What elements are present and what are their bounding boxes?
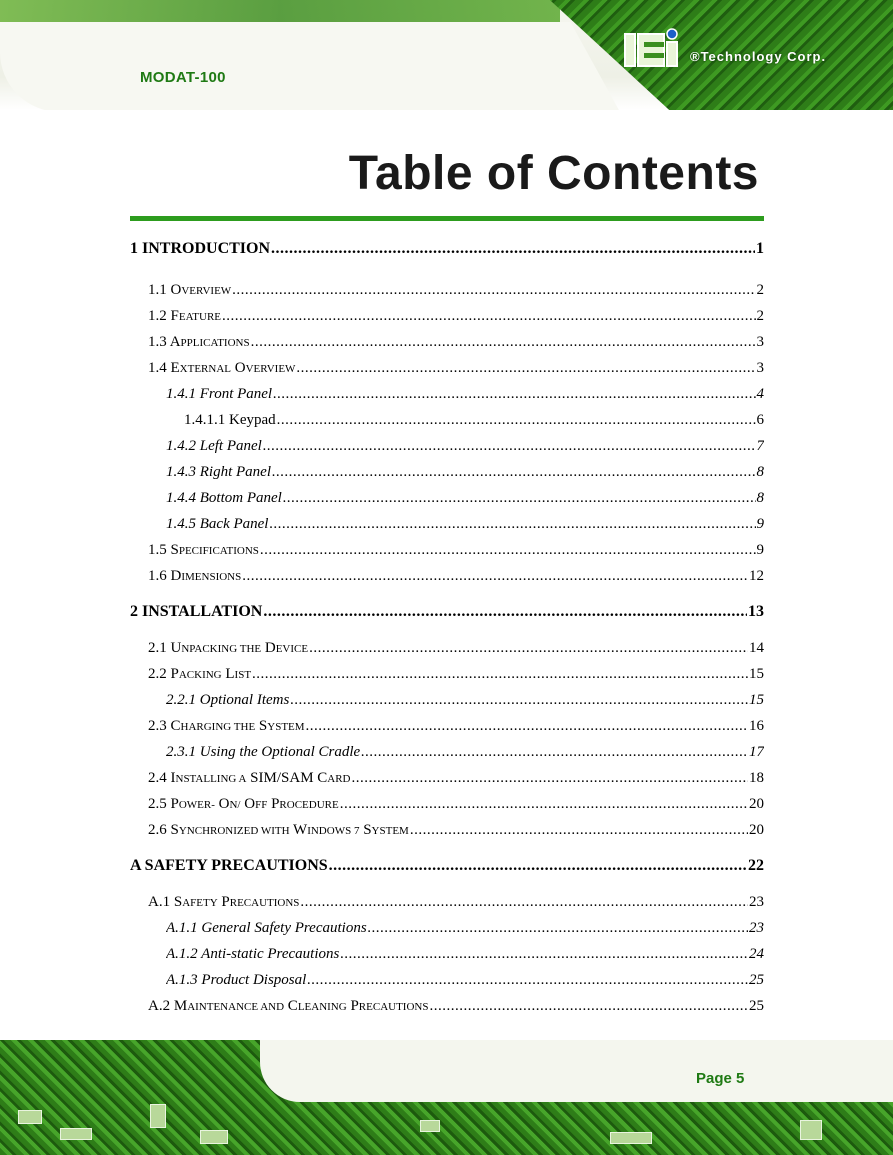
toc-entry-title — [166, 463, 271, 481]
toc-dot-leader — [271, 240, 755, 258]
toc-dot-leader — [251, 333, 756, 351]
toc-entry-level-2[interactable] — [148, 541, 764, 560]
toc-entry-number: 1.1 — [148, 282, 167, 298]
toc-entry-initial: C — [287, 998, 298, 1014]
toc-entry-initial: M — [173, 998, 188, 1014]
toc-page-number: 3 — [756, 334, 764, 350]
toc-page-number: 25 — [749, 998, 764, 1014]
toc-entry-title — [148, 893, 299, 912]
toc-entry-number: 1.4.4 — [166, 490, 196, 506]
toc-entry-initial: O — [170, 282, 182, 298]
toc-entry-level-3[interactable] — [166, 919, 764, 937]
toc-entry-text: YNCHRONIZED WITH — [178, 825, 290, 837]
toc-entry-number: A.1.2 — [166, 946, 198, 962]
toc-entry-initial: S — [170, 542, 179, 558]
toc-dot-leader — [273, 385, 755, 403]
toc-entry-text: PECIFICATIONS — [178, 545, 259, 557]
toc-entry-title — [166, 743, 360, 761]
toc-page-number: 9 — [756, 516, 764, 532]
toc-page-number: 22 — [748, 857, 764, 874]
toc-entry-number: 1.4 — [148, 360, 167, 376]
toc-entry-text: Product Disposal — [201, 972, 307, 988]
toc-entry-text: AINTENANCE AND — [187, 1001, 285, 1013]
toc-entry-text: NPACKING THE — [181, 643, 262, 655]
toc-entry-title — [148, 541, 259, 560]
toc-entry-level-3[interactable] — [166, 437, 764, 455]
toc-entry-level-1[interactable] — [130, 603, 764, 621]
toc-page-number: 13 — [748, 603, 764, 620]
page-number: Page 5 — [696, 1070, 745, 1087]
toc-page-number: 3 — [756, 360, 764, 376]
toc-entry-number: 1.4.1.1 — [184, 412, 226, 428]
toc-entry-level-2[interactable] — [148, 307, 764, 326]
toc-entry-text: ACKING — [178, 669, 222, 681]
toc-entry-text: INTRODUCTION — [142, 240, 271, 257]
toc-dot-leader — [252, 665, 748, 683]
toc-dot-leader — [290, 691, 748, 709]
toc-entry-number: 2.4 — [148, 770, 167, 786]
toc-entry-number: 1.6 — [148, 568, 167, 584]
toc-entry-level-4[interactable] — [184, 411, 764, 429]
toc-entry-level-3[interactable] — [166, 691, 764, 709]
toc-entry-title — [148, 359, 295, 378]
toc-page-number: 2 — [756, 308, 764, 324]
toc-entry-text: Keypad — [229, 412, 276, 428]
toc-entry-text: NSTALLING A — [175, 773, 247, 785]
toc-page-number: 16 — [749, 718, 764, 734]
toc-entry-level-2[interactable] — [148, 665, 764, 684]
toc-dot-leader — [352, 769, 748, 787]
header-curve — [0, 22, 620, 110]
toc-page-number: 20 — [749, 796, 764, 812]
toc-entry-initial: SIM/SAM C — [250, 770, 328, 786]
toc-entry-title — [166, 385, 272, 403]
toc-page-number: 1 — [756, 240, 764, 257]
toc-entry-title — [166, 437, 262, 455]
toc-entry-number: 2.3.1 — [166, 744, 196, 760]
circuit-chip — [60, 1128, 92, 1140]
toc-entry-initial: F — [170, 308, 179, 324]
toc-entry-text: General Safety Precautions — [201, 920, 367, 936]
toc-entry-title — [130, 603, 262, 621]
toc-entry-text: ARD — [327, 773, 351, 785]
toc-dot-leader — [283, 489, 756, 507]
toc-dot-leader — [340, 945, 748, 963]
toc-page-number: 15 — [749, 666, 764, 682]
toc-entry-level-3[interactable] — [166, 463, 764, 481]
toc-entry-text: IMENSIONS — [181, 571, 242, 583]
toc-page-number: 8 — [756, 464, 764, 480]
toc-entry-number: 1.4.2 — [166, 438, 196, 454]
toc-entry-title — [130, 240, 270, 258]
toc-entry-level-2[interactable] — [148, 333, 764, 352]
toc-entry-level-2[interactable] — [148, 639, 764, 658]
toc-entry-title — [166, 945, 339, 963]
toc-entry-number: 2.6 — [148, 822, 167, 838]
toc-dot-leader — [277, 411, 756, 429]
toc-page-number: 12 — [749, 568, 764, 584]
toc-page-number: 18 — [749, 770, 764, 786]
toc-entry-title — [166, 515, 268, 533]
toc-entry-initial: W — [293, 822, 308, 838]
circuit-chip — [800, 1120, 822, 1140]
toc-entry-number: 1 — [130, 240, 138, 257]
circuit-chip — [200, 1130, 228, 1144]
toc-entry-number: A — [130, 857, 141, 874]
toc-page-number: 15 — [749, 692, 764, 708]
toc-entry-number: 2.2 — [148, 666, 167, 682]
toc-entry-initial: O — [218, 796, 230, 812]
toc-entry-text: IST — [234, 669, 252, 681]
toc-entry-initial: P — [350, 998, 359, 1014]
toc-dot-leader — [361, 743, 748, 761]
toc-page-number: 20 — [749, 822, 764, 838]
toc-page-number: 24 — [749, 946, 764, 962]
toc-dot-leader — [263, 437, 756, 455]
toc-dot-leader — [263, 603, 747, 621]
toc-entry-text: FF — [255, 799, 268, 811]
toc-entry-initial: A — [169, 334, 181, 350]
toc-entry-initial: S — [363, 822, 372, 838]
toc-entry-text: VERVIEW — [245, 363, 296, 375]
toc-entry-number: 2.2.1 — [166, 692, 196, 708]
toc-page-number: 17 — [749, 744, 764, 760]
toc-entry-title — [148, 333, 250, 352]
toc-entry-level-2[interactable] — [148, 997, 764, 1016]
toc-entry-initial: P — [221, 894, 230, 910]
toc-entry-initial: S — [170, 822, 179, 838]
toc-entry-number: 2 — [130, 603, 138, 620]
toc-dot-leader — [368, 919, 748, 937]
toc-dot-leader — [269, 515, 755, 533]
toc-entry-number: 1.4.3 — [166, 464, 196, 480]
toc-dot-leader — [306, 717, 748, 735]
toc-entry-initial: P — [271, 796, 280, 812]
toc-entry-number: A.2 — [148, 998, 171, 1014]
toc-entry-title — [148, 307, 221, 326]
toc-entry-title — [148, 821, 409, 840]
toc-dot-leader — [309, 639, 748, 657]
toc-entry-number: 1.4.1 — [166, 386, 196, 402]
toc-entry-initial: D — [264, 640, 276, 656]
toc-entry-title — [148, 281, 231, 300]
toc-entry-text: Anti-static Precautions — [201, 946, 340, 962]
toc-entry-text: N/ — [229, 799, 241, 811]
toc-dot-leader — [340, 795, 748, 813]
toc-entry-text: PPLICATIONS — [180, 337, 250, 349]
toc-page-number: 14 — [749, 640, 764, 656]
toc-entry-number: A.1.1 — [166, 920, 198, 936]
toc-entry-level-2[interactable] — [148, 281, 764, 300]
toc-entry-initial: O — [244, 796, 256, 812]
toc-entry-level-2[interactable] — [148, 769, 764, 788]
toc-entry-level-2[interactable] — [148, 359, 764, 378]
toc-entry-initial: U — [170, 640, 182, 656]
toc-page-number: 23 — [749, 920, 764, 936]
toc-entry-level-3[interactable] — [166, 945, 764, 963]
toc-entry-text: EATURE — [178, 311, 222, 323]
toc-dot-leader — [410, 821, 748, 839]
toc-dot-leader — [242, 567, 748, 585]
toc-entry-title — [148, 769, 351, 788]
toc-entry-text: LEANING — [297, 1001, 347, 1013]
toc-entry-initial: L — [225, 666, 235, 682]
toc-entry-text: YSTEM — [267, 721, 305, 733]
toc-entry-text: Left Panel — [199, 438, 262, 454]
toc-entry-text: Back Panel — [199, 516, 269, 532]
toc-page-number: 4 — [756, 386, 764, 402]
page-title: Table of Contents — [348, 147, 759, 200]
toc-entry-initial: P — [170, 796, 179, 812]
toc-entry-text: ROCEDURE — [279, 799, 339, 811]
toc-entry-text: INDOWS 7 — [307, 825, 360, 837]
toc-entry-title — [148, 717, 305, 736]
toc-entry-title — [148, 997, 428, 1016]
toc-entry-text: AFETY — [182, 897, 218, 909]
toc-entry-title — [148, 567, 241, 586]
toc-entry-number: 2.1 — [148, 640, 167, 656]
toc-entry-text: SAFETY PRECAUTIONS — [144, 857, 328, 874]
toc-entry-level-2[interactable] — [148, 821, 764, 840]
toc-entry-text: RECAUTIONS — [229, 897, 300, 909]
toc-page-number: 8 — [756, 490, 764, 506]
toc-entry-text: YSTEM — [371, 825, 409, 837]
toc-entry-initial: S — [173, 894, 183, 910]
toc-page-number: 9 — [756, 542, 764, 558]
toc-entry-text: Right Panel — [199, 464, 271, 480]
circuit-chip — [18, 1110, 42, 1124]
toc-entry-title — [148, 665, 251, 684]
toc-dot-leader — [222, 307, 755, 325]
toc-entry-number: A.1.3 — [166, 972, 198, 988]
toc-entry-level-2[interactable] — [148, 893, 764, 912]
toc-entry-number: 2.3 — [148, 718, 167, 734]
circuit-chip — [420, 1120, 440, 1132]
toc-entry-title — [166, 919, 367, 937]
toc-page-number: 2 — [756, 282, 764, 298]
toc-entry-level-3[interactable] — [166, 489, 764, 507]
title-divider — [130, 216, 764, 221]
toc-entry-initial: I — [170, 770, 176, 786]
circuit-chip — [610, 1132, 652, 1144]
company-name: ®Technology Corp. — [690, 48, 827, 64]
toc-dot-leader — [272, 463, 756, 481]
toc-entry-title — [166, 691, 289, 709]
toc-entry-initial: C — [170, 718, 181, 734]
toc-entry-title — [166, 971, 306, 989]
toc-page-number: 6 — [756, 412, 764, 428]
toc-entry-title — [148, 795, 339, 814]
footer-label-area — [260, 1040, 893, 1102]
toc-entry-title — [130, 857, 328, 875]
company-logo — [624, 28, 826, 68]
toc-entry-text: Optional Items — [199, 692, 290, 708]
toc-entry-number: A.1 — [148, 894, 171, 910]
toc-entry-initial: S — [258, 718, 268, 734]
toc-entry-text: VERVIEW — [181, 285, 232, 297]
toc-dot-leader — [300, 893, 748, 911]
page-footer — [0, 1040, 893, 1155]
toc-entry-text: Bottom Panel — [199, 490, 282, 506]
toc-entry-level-3[interactable] — [166, 743, 764, 761]
toc-entry-text: EVICE — [275, 643, 309, 655]
toc-dot-leader — [307, 971, 748, 989]
toc-entry-text: INSTALLATION — [142, 603, 263, 620]
toc-entry-initial: O — [234, 360, 246, 376]
toc-entry-text: HARGING THE — [180, 721, 256, 733]
toc-entry-number: 1.5 — [148, 542, 167, 558]
toc-entry-title — [166, 489, 282, 507]
toc-entry-level-3[interactable] — [166, 385, 764, 403]
toc-entry-level-2[interactable] — [148, 717, 764, 736]
toc-entry-level-1[interactable] — [130, 240, 764, 258]
toc-entry-level-3[interactable] — [166, 971, 764, 989]
toc-entry-number: 1.2 — [148, 308, 167, 324]
toc-dot-leader — [296, 359, 755, 377]
toc-entry-text: Front Panel — [199, 386, 273, 402]
model-name: MODAT-100 — [140, 69, 226, 86]
toc-dot-leader — [260, 541, 756, 559]
toc-entry-number: 1.3 — [148, 334, 167, 350]
toc-page-number: 7 — [756, 438, 764, 454]
toc-entry-text: RECAUTIONS — [358, 1001, 429, 1013]
toc-entry-initial: D — [170, 568, 182, 584]
toc-entry-text: XTERNAL — [179, 363, 231, 375]
toc-page-number: 23 — [749, 894, 764, 910]
toc-entry-initial: P — [170, 666, 179, 682]
toc-dot-leader — [329, 857, 747, 875]
toc-dot-leader — [232, 281, 755, 299]
toc-entry-level-3[interactable] — [166, 515, 764, 533]
toc-page-number: 25 — [749, 972, 764, 988]
toc-entry-title — [148, 639, 308, 658]
circuit-chip — [150, 1104, 166, 1128]
toc-entry-initial: E — [170, 360, 180, 376]
toc-entry-number: 1.4.5 — [166, 516, 196, 532]
toc-entry-text: Using the Optional Cradle — [199, 744, 361, 760]
iei-logo-mark — [624, 28, 686, 68]
toc-entry-level-2[interactable] — [148, 795, 764, 814]
toc-dot-leader — [429, 997, 748, 1015]
toc-entry-text: OWER- — [178, 799, 215, 811]
toc-entry-title — [184, 411, 276, 429]
toc-entry-level-1[interactable] — [130, 857, 764, 875]
toc-entry-number: 2.5 — [148, 796, 167, 812]
toc-entry-level-2[interactable] — [148, 567, 764, 586]
